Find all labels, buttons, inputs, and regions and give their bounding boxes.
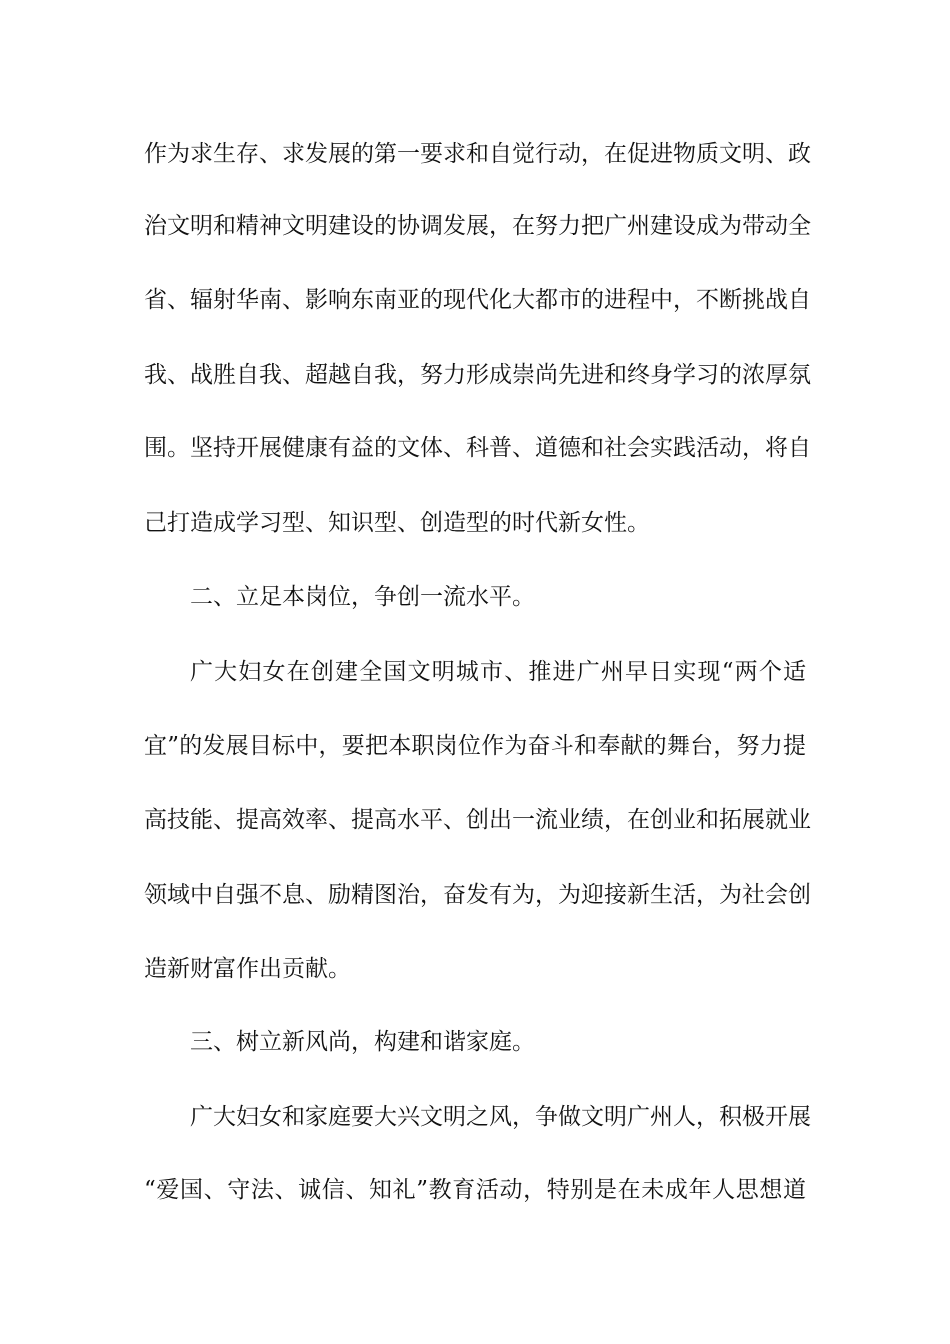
paragraph-line: 高技能、提高效率、提高水平、创出一流业绩，在创业和拓展就业 [144,807,811,833]
paragraph-line: 广大妇女在创建全国文明城市、推进广州早日实现“两个适 [190,659,806,685]
section-heading: 二、立足本岗位，争创一流水平。 [190,584,535,610]
paragraph-line: 我、战胜自我、超越自我，努力形成崇尚先进和终身学习的浓厚氛 [144,362,811,388]
paragraph-line: “爱国、守法、诚信、知礼”教育活动，特别是在未成年人思想道 [144,1177,806,1203]
paragraph-line: 造新财富作出贡献。 [144,956,351,982]
paragraph-line: 作为求生存、求发展的第一要求和自觉行动，在促进物质文明、政 [144,141,811,167]
paragraph-line: 宜”的发展目标中，要把本职岗位作为奋斗和奉献的舞台，努力提 [144,733,806,759]
paragraph-line: 围。坚持开展健康有益的文体、科普、道德和社会实践活动，将自 [144,435,811,461]
paragraph-line: 广大妇女和家庭要大兴文明之风，争做文明广州人，积极开展 [190,1104,811,1130]
section-heading: 三、树立新风尚，构建和谐家庭。 [190,1029,535,1055]
paragraph-line: 己打造成学习型、知识型、创造型的时代新女性。 [144,510,650,536]
paragraph-line: 省、辐射华南、影响东南亚的现代化大都市的进程中，不断挑战自 [144,287,811,313]
paragraph-line: 治文明和精神文明建设的协调发展，在努力把广州建设成为带动全 [144,213,811,239]
paragraph-line: 领域中自强不息、励精图治，奋发有为，为迎接新生活，为社会创 [144,882,811,908]
